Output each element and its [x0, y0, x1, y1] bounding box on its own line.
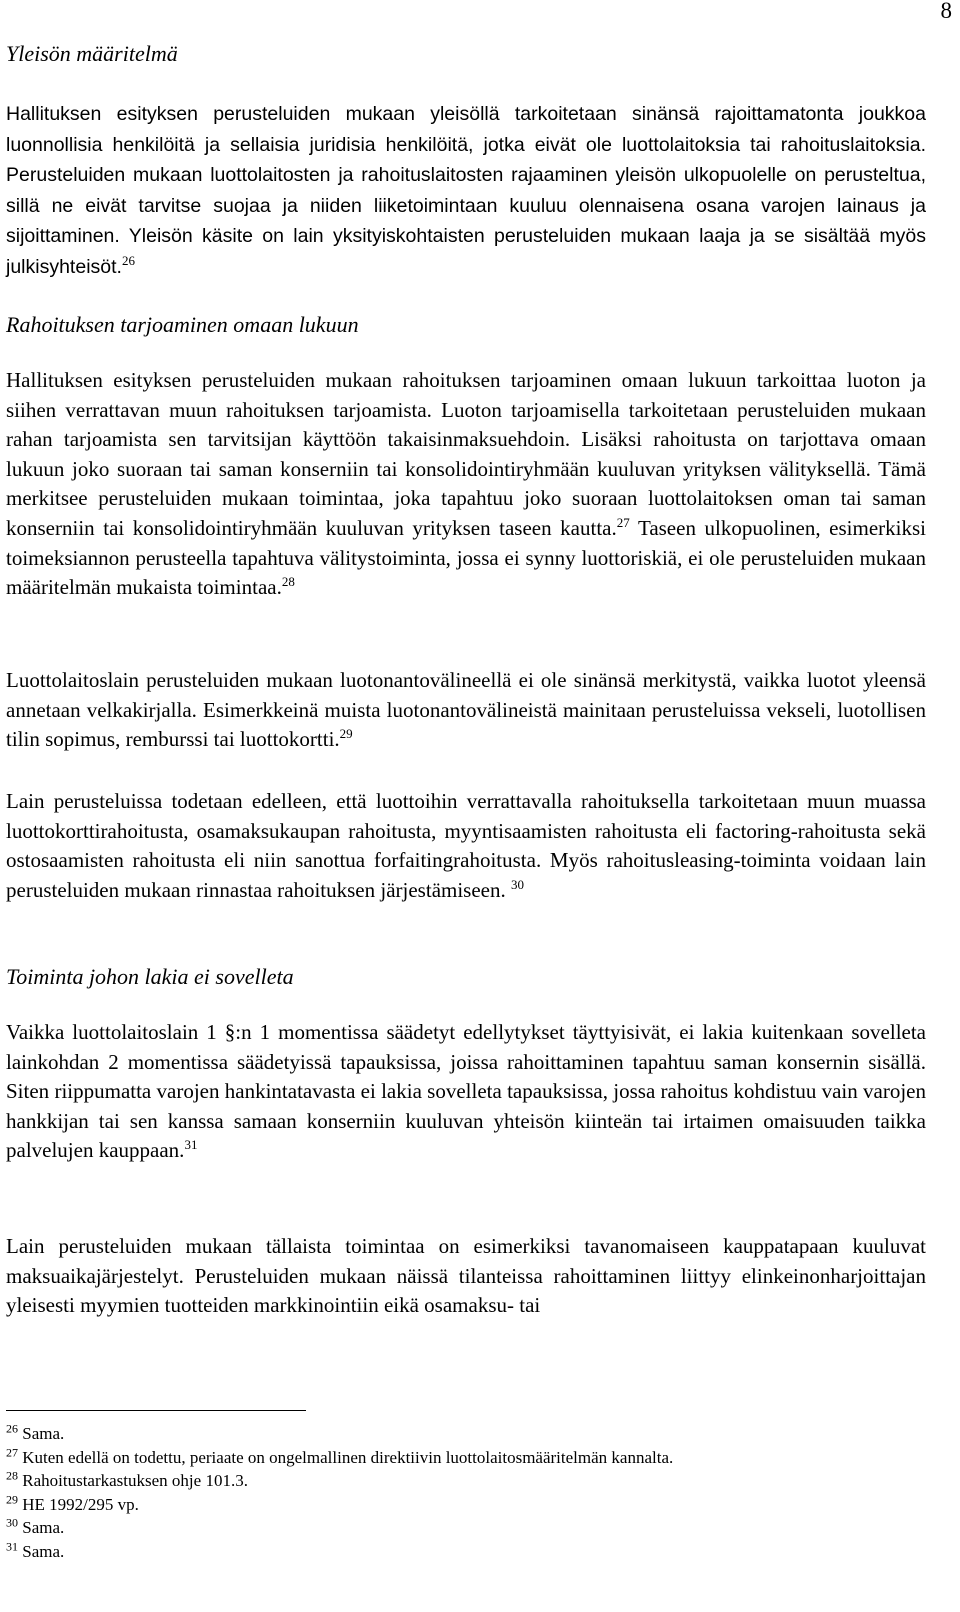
paragraph	[6, 1232, 926, 1321]
section-heading: Toiminta johon lakia ei sovelleta	[6, 964, 294, 989]
footnote	[6, 1516, 926, 1540]
paragraph-text: Hallituksen esityksen perusteluiden mukaan rahoituksen tarjoaminen omaan lukuun tarkoittaa luoton ja siihen verrattavan muun rahoituksen tarjoamista. Luoton tarjoamisella tarkoitetaan perusteluiden mukaan rahan tarjoamista sen tarvitsijan käyttöön takaisinmaksuehdoin. Lisäksi rahoitusta on tarjottava omaan lukuun joko suoraan tai saman konserniin tai konsolidointiryhmään kuuluvan yrityksen välityksellä. Tämä merkitsee perusteluiden mukaan toimintaa, joka tapahtuu joko suoraan luottolaitoksen oman tai saman konserniin tai konsolidointiryhmään kuuluvan yrityksen taseen kautta.	[6, 368, 926, 540]
footnote-reference[interactable]: 26	[121, 252, 135, 268]
paragraph-text: Lain perusteluissa todetaan edelleen, että luottoihin verrattavalla rahoituksella tarkoitetaan muun muassa luottokorttirahoitusta, osamaksukaupan rahoitusta, myyntisaamisten rahoitusta eli factoring-rahoitusta sekä ostosaamisten rahoitusta eli niin sanottua forfaitingrahoitusta. Myös rahoitusleasing-toiminta voidaan lain perusteluiden mukaan rinnastaa rahoituksen järjestämiseen.	[6, 789, 926, 902]
footnote-list	[6, 1422, 926, 1563]
paragraph	[6, 1018, 926, 1166]
footnote-divider	[6, 1410, 306, 1411]
footnote-text: Sama.	[22, 1518, 65, 1537]
paragraph-text: Luottolaitoslain perusteluiden mukaan luotonantovälineellä ei ole sinänsä merkitystä, vaikka luotot yleensä annetaan velkakirjalla. Esimerkkeinä muista luotonantovälineistä mainitaan perusteluissa vekseli, luotollisen tilin sopimus, remburssi tai luottokortti.	[6, 668, 926, 752]
footnote-number: 28	[6, 1468, 18, 1483]
section-heading: Rahoituksen tarjoaminen omaan lukuun	[6, 312, 359, 337]
footnote-text: Sama.	[22, 1424, 65, 1443]
footnote	[6, 1540, 926, 1564]
footnote-reference[interactable]: 31	[184, 1137, 198, 1153]
paragraph-text: Vaikka luottolaitoslain 1 §:n 1 momentissa säädetyt edellytykset täyttyisivät, ei lakia kuitenkaan sovelleta lainkohdan 2 momentissa säädetyissä tapauksissa, joissa rahoittaminen tapahtuu saman konsernin sisällä. Siten riippumatta varojen hankintatavasta ei lakia sovelleta tapauksissa, jossa rahoitus kohdistuu vain varojen hankkijan tai sen kanssa samaan konserniin kuuluvan yhteisön kiinteän tai irtaimen omaisuuden taikka palvelujen kauppaan.	[6, 1020, 926, 1163]
footnote-reference[interactable]: 28	[281, 574, 295, 590]
footnote	[6, 1493, 926, 1517]
footnote	[6, 1446, 926, 1470]
paragraph-text: Hallituksen esityksen perusteluiden mukaan yleisöllä tarkoitetaan sinänsä rajoittamatonta joukkoa luonnollisia henkilöitä ja sellaisia juridisia henkilöitä, jotka eivät ole luottolaitoksia tai rahoituslaitoksia.	[6, 103, 926, 156]
page-number: 8	[940, 0, 952, 23]
footnote-text: HE 1992/295 vp.	[22, 1494, 139, 1514]
paragraph	[6, 787, 926, 905]
footnote-number: 30	[6, 1515, 18, 1530]
footnote-number: 29	[6, 1491, 18, 1506]
footnote-reference[interactable]: 30	[511, 876, 524, 892]
paragraph	[6, 366, 926, 603]
footnote-reference[interactable]: 27	[616, 514, 630, 530]
footnote-number: 31	[6, 1538, 18, 1553]
footnote-reference[interactable]: 29	[339, 726, 353, 742]
footnote-text: Kuten edellä on todettu, periaate on ongelmallinen direktiivin luottolaitosmääritelmän kannalta.	[22, 1447, 674, 1467]
footnote-text: Sama.	[22, 1541, 65, 1561]
section-heading: Yleisön määritelmä	[6, 41, 178, 66]
footnote	[6, 1469, 926, 1493]
paragraph-text: Perusteluiden mukaan luottolaitosten ja rahoituslaitosten rajaaminen yleisön ulkopuolelle on perusteltua, sillä ne eivät tarvitse suojaa ja niiden liiketoimintaan kuuluu olennaisena osana varojen lainaus ja sijoittaminen. Yleisön käsite on lain yksityiskohtaisten perusteluiden mukaan laaja ja se sisältää myös julkisyhteisöt.	[6, 164, 926, 278]
paragraph-text: Lain perusteluiden mukaan tällaista toimintaa on esimerkiksi tavanomaiseen kauppatapaan kuuluvat maksuaikajärjestelyt. Perusteluiden mukaan näissä tilanteissa rahoittaminen liittyy elinkeinonharjoittajan yleisesti myymien tuotteiden markkinointiin eikä osamaksu- tai	[6, 1234, 926, 1318]
paragraph-text: Taseen ulkopuolinen, esimerkiksi toimeksiannon perusteella tapahtuva välitystoiminta, jossa ei synny luottoriskiä, ei ole perusteluiden mukaan määritelmän mukaista toimintaa.	[6, 515, 926, 600]
footnote	[6, 1422, 926, 1446]
paragraph	[6, 666, 926, 755]
footnote-text: Rahoitustarkastuksen ohje 101.3.	[22, 1471, 248, 1490]
paragraph	[6, 99, 926, 283]
footnote-number: 27	[6, 1444, 18, 1459]
footnote-number: 26	[6, 1421, 18, 1436]
